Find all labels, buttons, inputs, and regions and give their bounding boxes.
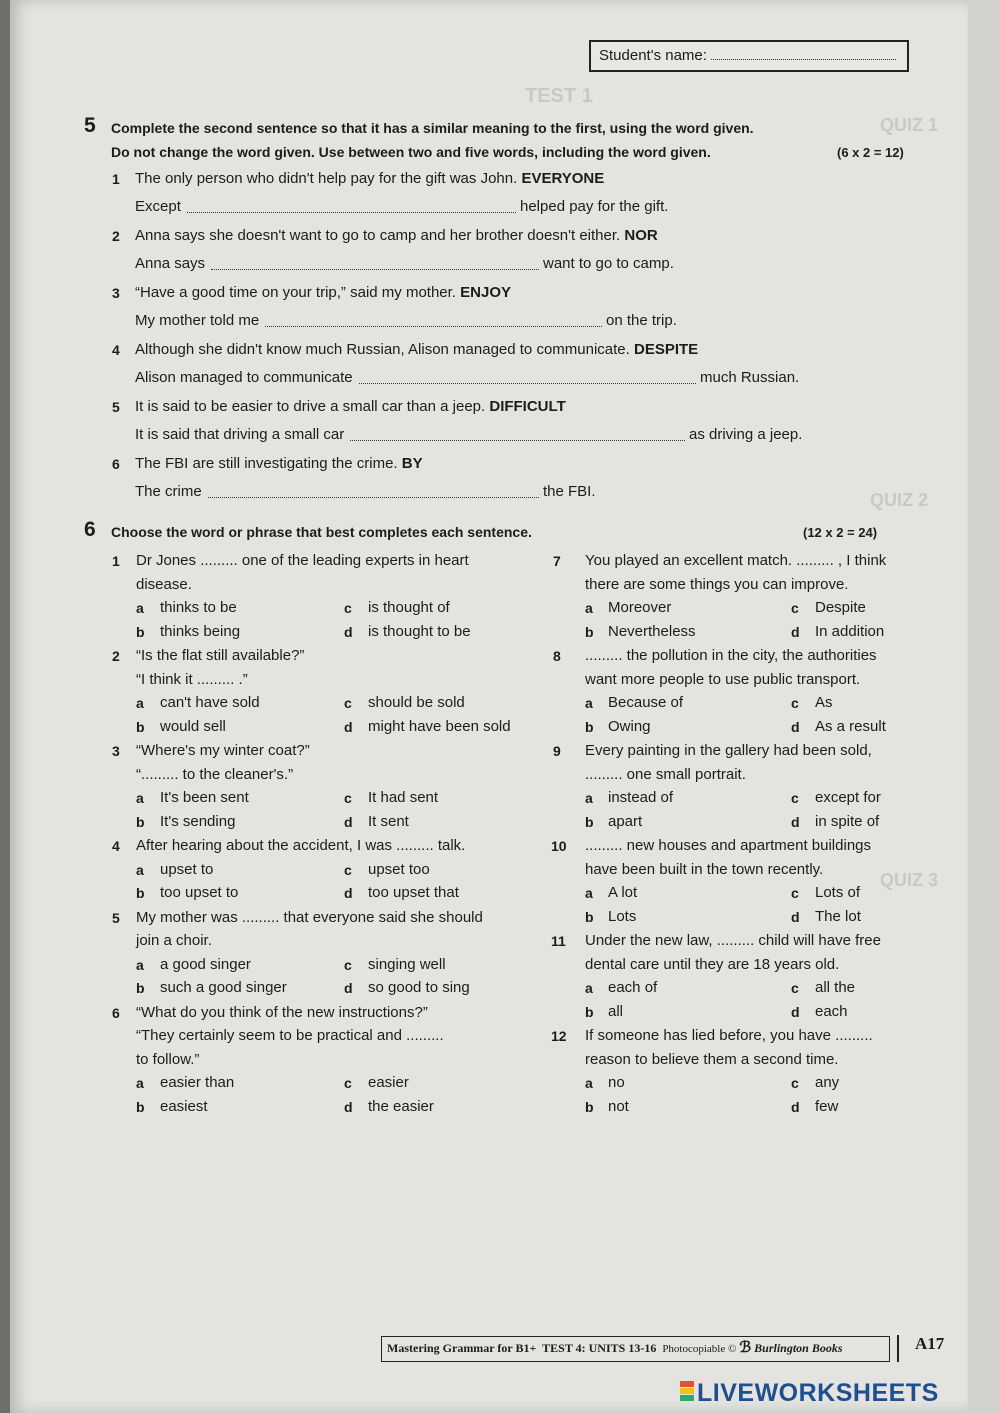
option-letter-a: a	[136, 695, 144, 711]
page-number: A17	[915, 1334, 945, 1353]
option-letter-d: d	[791, 1003, 800, 1020]
option-b[interactable]: would sell	[160, 717, 226, 735]
option-b[interactable]: all	[608, 1002, 624, 1020]
option-letter-c: c	[344, 695, 352, 711]
footer-photocopiable: Photocopiable ©	[662, 1343, 737, 1355]
option-letter-d: d	[791, 908, 800, 925]
sentence-text: The FBI are still investigating the crime.	[135, 455, 398, 472]
question-text: there are some things you can improve.	[585, 575, 849, 593]
option-c[interactable]: all the	[815, 979, 856, 996]
option-d[interactable]: in spite of	[815, 812, 880, 830]
option-letter-b: b	[585, 623, 594, 640]
key-word: ENJOY	[460, 284, 512, 301]
option-letter-d: d	[344, 623, 353, 640]
question-text: If someone has lied before, you have .........	[585, 1027, 873, 1044]
question-text: “Where's my winter coat?”	[136, 742, 310, 759]
option-c[interactable]: It had sent	[368, 789, 439, 806]
sentence-text: Although she didn't know much Russian, Alison managed to communicate.	[135, 341, 630, 358]
student-name-label: Student's name:	[599, 47, 707, 64]
question-sentence	[135, 455, 423, 472]
question-text: have been built in the town recently.	[585, 860, 824, 878]
key-word: NOR	[624, 227, 658, 244]
option-letter-b: b	[585, 1003, 594, 1020]
option-letter-c: c	[344, 956, 352, 973]
option-d[interactable]: might have been sold	[368, 717, 511, 735]
option-letter-c: c	[344, 600, 352, 616]
answer-end: helped pay for the gift.	[520, 198, 669, 215]
question-number: 4	[112, 838, 120, 854]
option-a[interactable]: a good singer	[160, 955, 251, 973]
answer-blank[interactable]	[350, 427, 685, 441]
question-number: 2	[112, 648, 120, 664]
option-c[interactable]: As	[815, 694, 833, 711]
option-letter-a: a	[136, 1075, 144, 1091]
answer-line	[135, 483, 202, 500]
option-letter-d: d	[344, 885, 353, 901]
option-letter-a: a	[585, 600, 593, 616]
option-d[interactable]: The lot	[815, 907, 861, 925]
option-c[interactable]: Lots of	[815, 884, 861, 901]
option-d[interactable]: few	[815, 1097, 839, 1115]
option-a[interactable]: easier than	[160, 1074, 235, 1091]
watermark-brand: LIVEWORKSHEETS	[697, 1379, 939, 1407]
option-a[interactable]: upset to	[160, 860, 214, 878]
answer-blank[interactable]	[211, 256, 539, 270]
answer-start: My mother told me	[135, 312, 260, 329]
option-letter-b: b	[585, 813, 594, 830]
bleed-through-text: QUIZ 3	[880, 870, 939, 890]
option-letter-d: d	[791, 623, 800, 640]
answer-end: want to go to camp.	[543, 255, 674, 272]
option-c[interactable]: is thought of	[368, 599, 450, 616]
question-number: 4	[112, 342, 120, 358]
option-letter-b: b	[136, 813, 145, 830]
question-number: 3	[112, 743, 120, 759]
question-number: 11	[551, 933, 566, 949]
footer-box	[381, 1336, 890, 1362]
option-letter-d: d	[791, 718, 800, 735]
question-number: 5	[112, 909, 120, 926]
option-letter-a: a	[136, 861, 144, 878]
option-letter-d: d	[791, 1098, 800, 1115]
key-word: DIFFICULT	[489, 398, 566, 415]
option-letter-b: b	[585, 1098, 594, 1115]
option-b[interactable]: not	[608, 1097, 629, 1115]
option-letter-c: c	[791, 980, 799, 996]
answer-blank[interactable]	[208, 484, 539, 498]
option-b[interactable]: Nevertheless	[608, 622, 696, 640]
option-a[interactable]: each of	[608, 979, 658, 996]
option-c[interactable]: singing well	[368, 955, 446, 973]
footer-book-title: Mastering Grammar for B1+	[387, 1341, 537, 1355]
book-spine-shadow	[0, 0, 10, 1413]
option-b[interactable]: Owing	[608, 717, 651, 735]
answer-blank[interactable]	[265, 313, 602, 327]
question-text: After hearing about the accident, I was ......... talk.	[136, 837, 466, 854]
option-letter-c: c	[791, 600, 799, 616]
section-number: 6	[84, 518, 96, 541]
section-instruction: Choose the word or phrase that best completes each sentence.	[111, 524, 532, 540]
footer-divider	[897, 1335, 899, 1362]
option-b[interactable]: too upset to	[160, 884, 239, 901]
question-number: 2	[112, 228, 120, 244]
option-letter-d: d	[791, 813, 800, 830]
question-number: 1	[112, 171, 120, 187]
question-text: ......... one small portrait.	[585, 765, 746, 783]
option-d[interactable]: In addition	[815, 622, 885, 640]
option-a[interactable]: It's been sent	[160, 789, 249, 806]
option-letter-a: a	[585, 980, 593, 996]
answer-line	[135, 198, 181, 215]
option-letter-c: c	[791, 1075, 799, 1091]
section-score: (6 x 2 = 12)	[837, 145, 904, 160]
bleed-through-text: TEST 1	[525, 85, 593, 107]
option-a[interactable]: no	[608, 1074, 625, 1091]
question-sentence	[135, 227, 658, 244]
option-letter-b: b	[136, 623, 145, 640]
question-number: 6	[112, 1004, 120, 1021]
question-text: to follow.”	[136, 1050, 200, 1068]
question-sentence	[135, 170, 604, 187]
question-number: 10	[551, 838, 567, 854]
option-d[interactable]: is thought to be	[368, 622, 471, 640]
option-letter-a: a	[585, 1075, 593, 1091]
student-name-box	[589, 40, 909, 72]
answer-blank[interactable]	[359, 370, 696, 384]
option-letter-a: a	[136, 790, 144, 806]
question-text: You played an excellent match. ......... , I think	[585, 552, 887, 569]
option-b[interactable]: It's sending	[160, 812, 236, 830]
answer-start: Except	[135, 198, 181, 215]
answer-blank[interactable]	[187, 199, 516, 213]
option-letter-b: b	[585, 908, 594, 925]
option-letter-c: c	[344, 1075, 352, 1091]
option-a[interactable]: can't have sold	[160, 694, 260, 711]
option-letter-b: b	[585, 718, 594, 735]
option-c[interactable]: should be sold	[368, 694, 465, 711]
key-word: DESPITE	[633, 341, 699, 358]
option-letter-c: c	[344, 790, 352, 806]
sentence-text: It is said to be easier to drive a small car than a jeep.	[135, 398, 486, 415]
section-instruction: Do not change the word given. Use between two and five words, including the word given.	[111, 144, 711, 160]
question-number: 9	[553, 743, 561, 759]
option-letter-a: a	[136, 956, 144, 973]
question-text: dental care until they are 18 years old.	[585, 955, 840, 973]
option-a[interactable]: Moreover	[608, 599, 672, 616]
option-d[interactable]: each	[815, 1002, 848, 1020]
footer-test: TEST 4: UNITS 13-16	[542, 1341, 657, 1355]
answer-line	[135, 255, 205, 272]
option-d[interactable]: It sent	[368, 812, 409, 830]
section-score: (12 x 2 = 24)	[803, 525, 878, 540]
option-letter-a: a	[585, 885, 593, 901]
option-letter-b: b	[136, 885, 145, 901]
question-sentence	[135, 284, 511, 301]
answer-end: much Russian.	[700, 369, 800, 386]
option-letter-a: a	[585, 790, 593, 806]
option-a[interactable]: Because of	[608, 694, 684, 711]
option-letter-d: d	[344, 813, 353, 830]
question-text: “They certainly seem to be practical and .........	[136, 1027, 444, 1044]
answer-end: the FBI.	[543, 483, 596, 500]
question-text: disease.	[136, 575, 192, 593]
answer-start: The crime	[135, 483, 202, 500]
question-text: “......... to the cleaner's.”	[136, 765, 294, 783]
question-text: join a choir.	[136, 932, 212, 949]
option-letter-b: b	[136, 980, 145, 996]
option-b[interactable]: apart	[608, 812, 643, 830]
answer-start: Anna says	[135, 255, 206, 272]
option-a[interactable]: A lot	[608, 884, 638, 901]
footer-publisher: Burlington Books	[754, 1341, 843, 1355]
option-c[interactable]: any	[815, 1074, 840, 1091]
question-number: 1	[112, 553, 120, 569]
answer-line	[135, 369, 353, 386]
option-letter-c: c	[344, 861, 352, 878]
option-letter-a: a	[585, 695, 593, 711]
option-d[interactable]: too upset that	[368, 884, 459, 901]
option-c[interactable]: Despite	[815, 599, 866, 616]
option-letter-c: c	[791, 790, 799, 806]
question-text: ......... new houses and apartment buildings	[585, 837, 872, 854]
sentence-text: The only person who didn't help pay for the gift was John.	[135, 170, 518, 187]
answer-end: on the trip.	[606, 312, 677, 329]
question-text: “What do you think of the new instructions?”	[136, 1003, 428, 1021]
question-text: “I think it ......... .”	[136, 670, 248, 688]
option-c[interactable]: upset too	[368, 860, 430, 878]
page-edge	[968, 0, 1000, 1413]
key-word: BY	[401, 455, 423, 472]
question-sentence	[135, 398, 566, 415]
question-number: 3	[112, 285, 120, 301]
option-letter-b: b	[136, 1098, 145, 1115]
option-b[interactable]: Lots	[608, 907, 637, 925]
option-letter-a: a	[136, 600, 144, 616]
option-b[interactable]: such a good singer	[160, 979, 287, 996]
option-b[interactable]: easiest	[160, 1097, 208, 1115]
option-letter-b: b	[136, 718, 145, 735]
option-letter-c: c	[791, 885, 799, 901]
sentence-text: Anna says she doesn't want to go to camp and her brother doesn't either.	[135, 227, 621, 244]
answer-end: as driving a jeep.	[689, 426, 803, 443]
question-text: Dr Jones ......... one of the leading experts in heart	[136, 552, 469, 569]
bleed-through-text: QUIZ 1	[880, 115, 939, 135]
question-number: 7	[553, 553, 561, 569]
option-d[interactable]: As a result	[815, 717, 886, 735]
option-c[interactable]: except for	[815, 789, 881, 806]
option-d[interactable]: the easier	[368, 1097, 434, 1115]
question-number: 6	[112, 456, 120, 472]
answer-start: It is said that driving a small car	[135, 426, 345, 443]
bleed-through-text: QUIZ 2	[870, 490, 929, 510]
option-letter-d: d	[344, 718, 353, 735]
liveworksheets-logo-icon	[680, 1381, 694, 1401]
question-text: reason to believe them a second time.	[585, 1050, 839, 1068]
question-number: 5	[112, 399, 120, 415]
student-name-field[interactable]	[711, 43, 896, 60]
option-a[interactable]: instead of	[608, 789, 674, 806]
option-letter-d: d	[344, 980, 353, 996]
question-number: 8	[553, 648, 561, 664]
section-instruction: Complete the second sentence so that it has a similar meaning to the first, using the word given.	[111, 120, 754, 136]
option-letter-c: c	[791, 695, 799, 711]
question-number: 12	[551, 1028, 567, 1044]
sentence-text: “Have a good time on your trip,” said my mother.	[135, 284, 456, 301]
section-number: 5	[84, 114, 96, 137]
question-text: want more people to use public transport.	[585, 670, 861, 688]
answer-start: Alison managed to communicate	[135, 369, 353, 386]
question-text: My mother was ......... that everyone said she should	[136, 908, 483, 926]
option-d[interactable]: so good to sing	[368, 979, 470, 996]
option-a[interactable]: thinks to be	[160, 599, 237, 616]
publisher-logo-icon: ℬ	[739, 1340, 752, 1356]
answer-line	[135, 426, 344, 443]
question-text: Every painting in the gallery had been sold,	[585, 742, 872, 759]
question-sentence	[135, 341, 698, 358]
option-letter-d: d	[344, 1098, 353, 1115]
question-text: ......... the pollution in the city, the authorities	[585, 647, 877, 664]
key-word: EVERYONE	[521, 170, 605, 187]
question-text: Under the new law, ......... child will have free	[585, 932, 881, 949]
answer-line	[135, 312, 259, 329]
question-text: “Is the flat still available?”	[136, 647, 305, 664]
option-b[interactable]: thinks being	[160, 622, 241, 640]
option-c[interactable]: easier	[368, 1074, 409, 1091]
